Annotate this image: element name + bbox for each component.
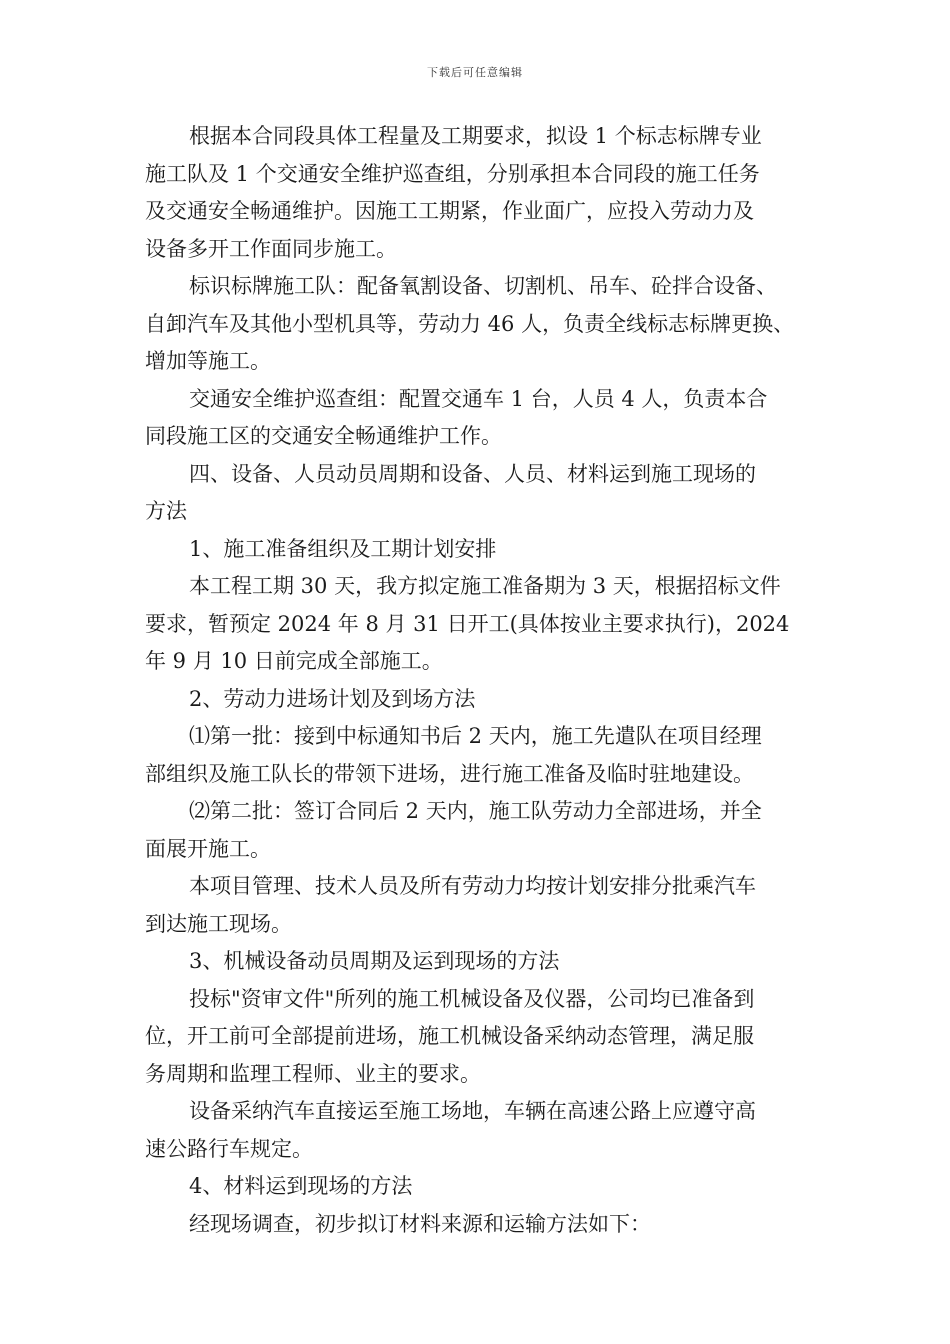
text-line: 交通安全维护巡查组：配置交通车 1 台，人员 4 人，负责本合: [189, 386, 768, 411]
text-line: 面展开施工。: [145, 836, 271, 861]
text-line: 增加等施工。: [145, 349, 271, 373]
text-line: 2、劳动力进场计划及到场方法: [189, 686, 476, 711]
text-line: 经现场调查，初步拟订材料来源和运输方法如下：: [189, 1211, 651, 1236]
text-line: 投标"资审文件"所列的施工机械设备及仪器，公司均已准备到: [189, 986, 755, 1011]
text-line: 根据本合同段具体工程量及工期要求，拟设 1 个标志标牌专业: [189, 124, 762, 148]
text-line: 自卸汽车及其他小型机具等，劳动力 46 人，负责全线标志标牌更换、: [145, 311, 795, 336]
text-line: 速公路行车规定。: [145, 1136, 313, 1161]
text-line: 设备采纳汽车直接运至施工场地，车辆在高速公路上应遵守高: [189, 1099, 756, 1123]
text-line: 4、材料运到现场的方法: [189, 1174, 413, 1198]
page-header: 下载后可任意编辑: [427, 66, 523, 79]
text-line: 本工程工期 30 天，我方拟定施工准备期为 3 天，根据招标文件: [189, 574, 781, 598]
text-line: 本项目管理、技术人员及所有劳动力均按计划安排分批乘汽车: [189, 874, 756, 898]
text-line: 方法: [145, 499, 187, 523]
text-line: 位，开工前可全部提前进场，施工机械设备采纳动态管理，满足服: [145, 1024, 754, 1048]
text-line: 1、施工准备组织及工期计划安排: [189, 536, 497, 561]
text-line: 3、机械设备动员周期及运到现场的方法: [189, 949, 560, 973]
text-line: 年 9 月 10 日前完成全部施工。: [145, 649, 443, 673]
text-line: 同段施工区的交通安全畅通维护工作。: [145, 424, 502, 448]
text-line: ⑵第二批：签订合同后 2 天内，施工队劳动力全部进场，并全: [189, 799, 762, 823]
text-line: ⑴第一批：接到中标通知书后 2 天内，施工先遣队在项目经理: [189, 724, 762, 748]
text-line: 及交通安全畅通维护。因施工工期紧，作业面广，应投入劳动力及: [145, 199, 754, 223]
text-line: 到达施工现场。: [145, 911, 292, 936]
text-line: 施工队及 1 个交通安全维护巡查组，分别承担本合同段的施工任务: [145, 161, 760, 186]
document-body: [145, 118, 815, 1243]
text-line: 设备多开工作面同步施工。: [145, 236, 397, 261]
text-line: 四、设备、人员动员周期和设备、人员、材料运到施工现场的: [189, 461, 756, 486]
text-line: 标识标牌施工队：配备氧割设备、切割机、吊车、砼拌合设备、: [189, 274, 777, 298]
text-line: 部组织及施工队长的带领下进场，进行施工准备及临时驻地建设。: [145, 761, 754, 786]
text-line: 要求，暂预定 2024 年 8 月 31 日开工(具体按业主要求执行)，2024: [145, 611, 790, 636]
text-line: 务周期和监理工程师、业主的要求。: [145, 1061, 481, 1086]
